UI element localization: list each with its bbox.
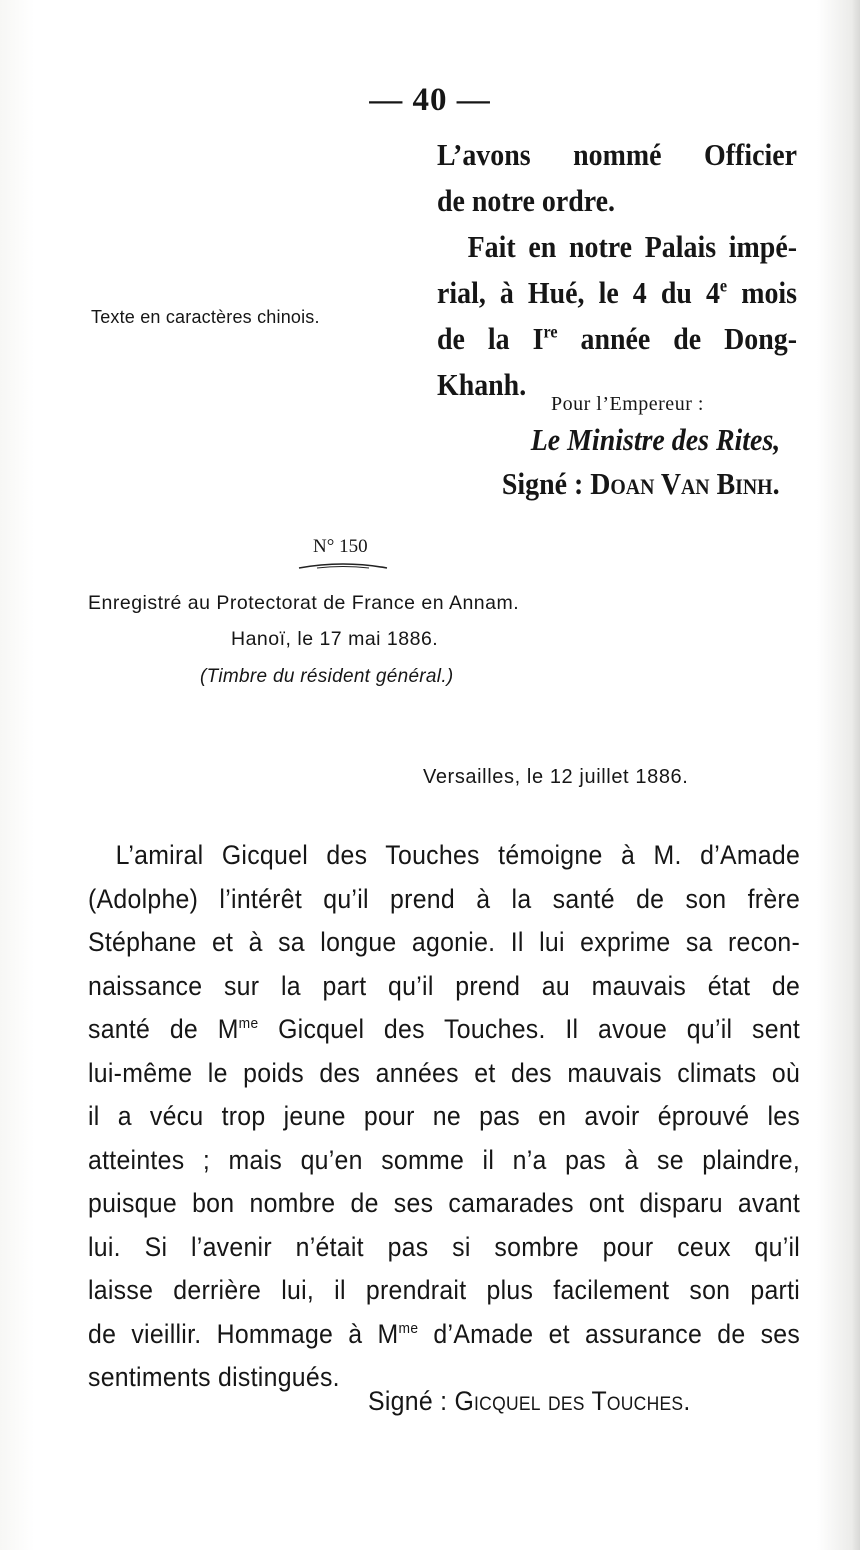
letter-signature <box>368 1386 691 1417</box>
registration-date: Hanoï, le 17 mai 1886. <box>231 628 439 650</box>
decree-line: Khanh. <box>437 367 527 402</box>
superscript: re <box>543 321 558 342</box>
stamp-note: (Timbre du résident général.) <box>200 666 454 687</box>
letter-line: naissance sur la part qu’il prend au mauvais état de <box>88 970 801 1001</box>
decree-line-text: rial, à Hué, le 4 du 4 <box>437 275 720 310</box>
superscript: me <box>398 1319 419 1337</box>
letter-line: (Adolphe) l’intérêt qu’il prend à la santé de son frère <box>88 883 801 914</box>
letter-line <box>88 1313 800 1357</box>
decree-line: de notre ordre. <box>437 183 615 218</box>
for-the-emperor: Pour l’Empereur : <box>551 393 704 415</box>
letter-line: atteintes ; mais qu’en somme il n’a pas à se plaindre, <box>88 1144 801 1175</box>
signature-name: Doan Van Binh. <box>590 466 780 501</box>
letter-line: lui. Si l’avenir n’était pas si sombre pour ceux qu’il <box>88 1231 801 1262</box>
decree-line-text: mois <box>727 275 798 310</box>
letter-line: sentiments distingués. <box>88 1362 340 1392</box>
letter-line-text: d’Amade et assurance de ses <box>418 1318 801 1349</box>
letter-line-text: Gicquel des Touches. Il avoue qu’il sent <box>258 1014 801 1044</box>
decree-line-text: année de Dong- <box>557 321 797 356</box>
page-number: — 40 — <box>369 82 491 118</box>
letter-line: Stéphane et à sa longue agonie. Il lui exprime sa recon- <box>88 927 801 957</box>
decree-line-text: de la I <box>437 321 544 356</box>
registration-line: Enregistré au Protectorat de France en Annam. <box>88 592 520 614</box>
decree-line: L’avons nommé Officier <box>437 137 797 172</box>
decree-line <box>437 316 797 362</box>
decree-text <box>437 132 797 408</box>
signature-prefix: Signé : <box>502 466 591 501</box>
letter-line-text: santé de M <box>88 1014 239 1044</box>
letter-place-date: Versailles, le 12 juillet 1886. <box>423 766 689 788</box>
superscript: me <box>238 1015 259 1032</box>
letter-body <box>88 834 800 1400</box>
document-number: N° 150 <box>313 536 368 557</box>
letter-line: puisque bon nombre de ses camarades ont disparu avant <box>88 1188 801 1218</box>
signature-prefix: Signé : <box>368 1386 455 1416</box>
signature-name: Gicquel des Touches. <box>454 1386 691 1416</box>
decree-signature <box>502 466 780 502</box>
decree-line <box>437 270 797 316</box>
letter-line: L’amiral Gicquel des Touches témoigne à M. d’Amade <box>115 840 801 870</box>
superscript: e <box>719 275 728 296</box>
letter-line: laisse derrière lui, il prendrait plus facilement son parti <box>88 1275 801 1305</box>
chinese-text-note: Texte en caractères chinois. <box>91 307 320 327</box>
decree-line: Fait en notre Palais impé- <box>467 229 797 264</box>
letter-line-text: de vieillir. Hommage à M <box>88 1318 399 1349</box>
letter-line: il a vécu trop jeune pour ne pas en avoir éprouvé les <box>88 1101 801 1131</box>
letter-line <box>88 1008 800 1052</box>
letter-line: lui-même le poids des années et des mauvais climats où <box>88 1057 801 1088</box>
ornamental-rule <box>297 562 389 572</box>
minister-title: Le Ministre des Rites, <box>530 422 780 457</box>
